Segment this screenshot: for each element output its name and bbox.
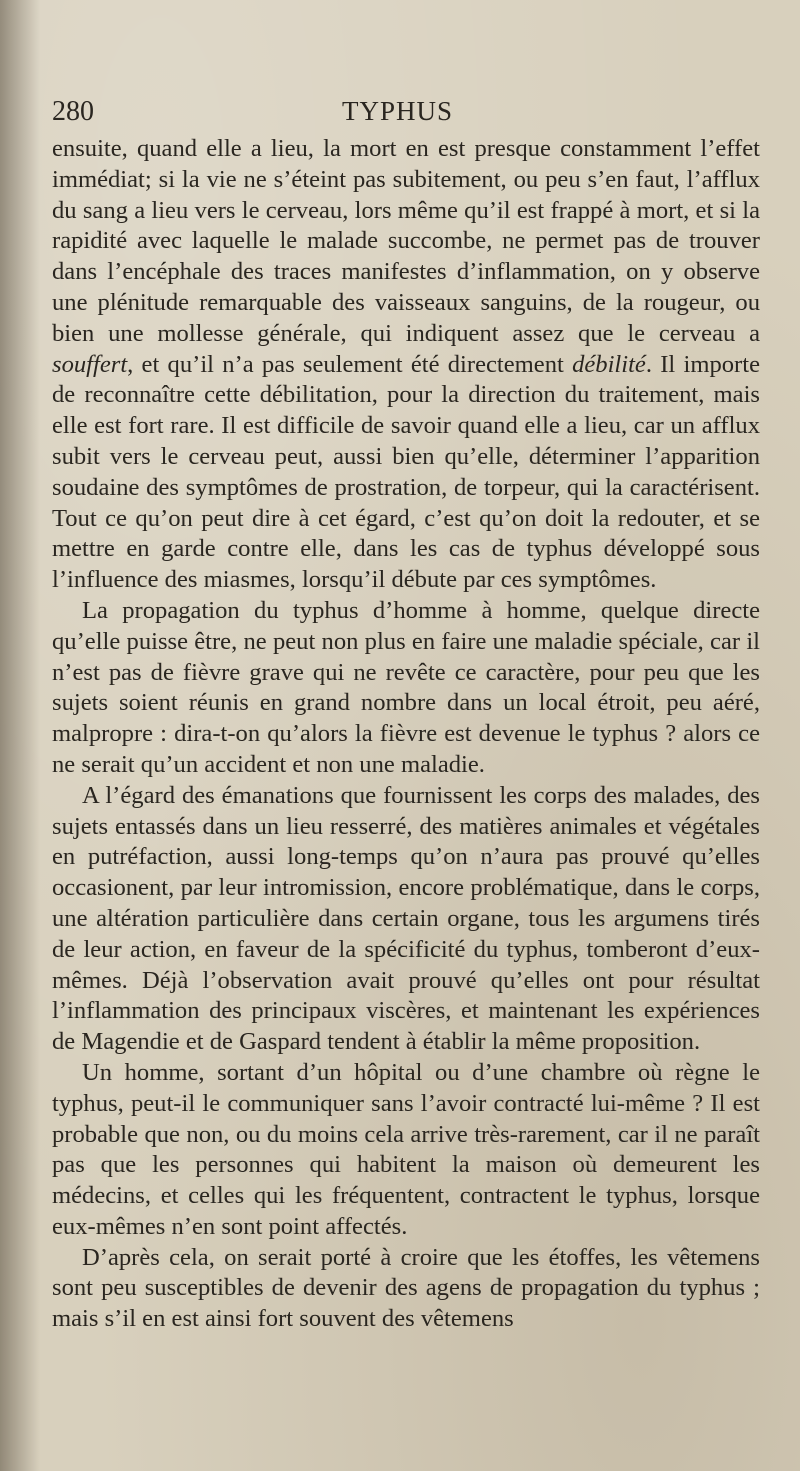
page-header <box>52 96 692 132</box>
paragraph-2: La propagation du typhus d’homme à homme, quelque directe qu’elle puisse être, ne peut non plus en faire une maladie spéciale, car il n’est pas de fièvre grave qui ne revête ce caractère, pour peu que les sujets soient réunis en grand nombre dans un local étroit, peu aéré, malpropre : dira-t-on qu’alors la fièvre est devenue le typhus ? alors ce ne serait qu’un accident et non une maladie. <box>52 596 760 778</box>
body-text <box>52 134 760 1335</box>
running-head: TYPHUS <box>342 96 454 126</box>
italic-word-souffert: souffert <box>52 350 128 378</box>
italic-word-debilite: débilité <box>572 350 646 378</box>
paragraph-1-part-c: . Il importe de reconnaître cette débilitation, pour la direction du traitement, mais elle est fort rare. Il est difficile de savoir quand elle a lieu, car un afflux subit vers le cerveau peut, aussi bien qu’elle, déterminer l’apparition soudaine des symptômes de prostration, de torpeur, qui la caractérisent. Tout ce qu’on peut dire à cet égard, c’est qu’on doit la redouter, et se mettre en garde contre elle, dans les cas de typhus développé sous l’influence des miasmes, lorsqu’il débute par ces symptômes. <box>52 350 760 594</box>
paragraph-1-part-a: ensuite, quand elle a lieu, la mort en est presque constamment l’effet immédiat; si la vie ne s’éteint pas subitement, ou peu s’en faut, l’afflux du sang a lieu vers le cerveau, lors même qu’il est frappé à mort, et si la rapidité avec laquelle le malade succombe, ne permet pas de trouver dans l’encéphale des traces manifestes d’inflammation, on y observe une plénitude remarquable des vaisseaux sanguins, de la rougeur, ou bien une mollesse générale, qui indiquent assez que le cerveau a <box>52 135 760 347</box>
paragraph-3: A l’égard des émanations que fournissent les corps des malades, des sujets entassés dans un lieu resserré, des matières animales et végétales en putréfaction, aussi long-temps qu’on n’aura pas prouvé qu’elles occasionent, par leur intromission, encore problématique, dans le corps, une altération particulière dans certain organe, tous les argumens tirés de leur action, en faveur de la spécificité du typhus, tomberont d’eux-mêmes. Déjà l’observation avait prouvé qu’elles ont pour résultat l’inflammation des principaux viscères, et maintenant les expériences de Magendie et de Gaspard tendent à établir la même proposition. <box>52 781 760 1056</box>
paragraph-1-part-b: , et qu’il n’a pas seulement été directement <box>127 350 573 378</box>
paragraph-4: Un homme, sortant d’un hôpital ou d’une chambre où règne le typhus, peut-il le communiquer sans l’avoir contracté lui-même ? Il est probable que non, ou du moins cela arrive très-rarement, car il ne paraît pas que les personnes qui habitent la maison où demeurent les médecins, et celles qui les fréquentent, contractent le typhus, lorsque eux-mêmes n’en sont point affectés. <box>52 1058 760 1240</box>
paragraph-5: D’après cela, on serait porté à croire que les étoffes, les vêtemens sont peu susceptibles de devenir des agens de propagation du typhus ; mais s’il en est ainsi fort souvent des vêtemens <box>52 1243 760 1333</box>
page-number: 280 <box>52 96 94 127</box>
paragraph-1 <box>52 134 760 596</box>
